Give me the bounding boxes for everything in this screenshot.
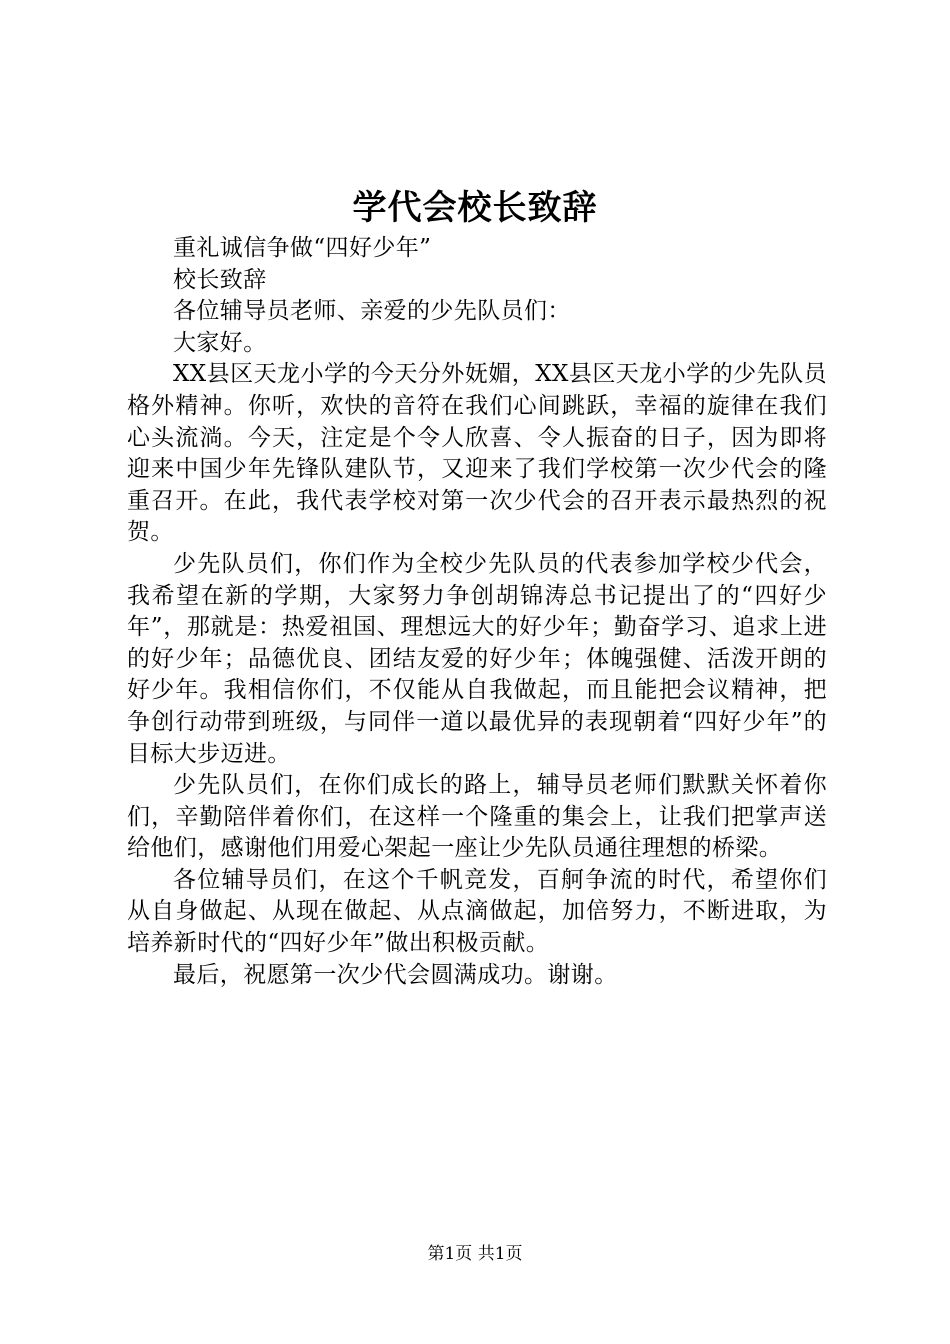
paragraph: 重礼诚信争做“四好少年” xyxy=(173,235,432,261)
paragraph: 各位辅导员老师、亲爱的少先队员们： xyxy=(173,298,571,325)
paragraph: XX县区天龙小学的今天分外妩媚，XX县区天龙小学的少先队员格外精神。你听，欢快的音符在我们心间跳跃，幸福的旋律在我们心头流淌。今天，注定是个令人欣喜、令人振奋的日子，因为即将迎来中国少年先锋队建队节，又迎来了我们学校第一次少代会的隆重召开。在此，我代表学校对第一次少代会的召开表示最热烈的祝贺。 xyxy=(127,361,827,546)
document-body xyxy=(127,233,827,991)
paragraph: 校长致辞 xyxy=(173,266,267,293)
document-title: 学代会校长致辞 xyxy=(352,188,598,228)
paragraph: 大家好。 xyxy=(173,329,267,356)
paragraph: 最后，祝愿第一次少代会圆满成功。谢谢。 xyxy=(173,961,618,988)
paragraph: 少先队员们，你们作为全校少先队员的代表参加学校少代会，我希望在新的学期，大家努力争创胡锦涛总书记提出了的“四好少年”，那就是：热爱祖国、理想远大的好少年；勤奋学习、追求上进的好少年；品德优良、团结友爱的好少年；体魄强健、活泼开朗的好少年。我相信你们，不仅能从自我做起，而且能把会议精神，把争创行动带到班级，与同伴一道以最优异的表现朝着“四好少年”的目标大步迈进。 xyxy=(127,550,827,767)
paragraph: 少先队员们，在你们成长的路上，辅导员老师们默默关怀着你们，辛勤陪伴着你们，在这样一个隆重的集会上，让我们把掌声送给他们，感谢他们用爱心架起一座让少先队员通往理想的桥梁。 xyxy=(127,772,827,862)
page-footer: 第1页 共1页 xyxy=(427,1244,523,1264)
paragraph: 各位辅导员们，在这个千帆竞发，百舸争流的时代，希望你们从自身做起、从现在做起、从点滴做起，加倍努力，不断进取，为培养新时代的“四好少年”做出积极贡献。 xyxy=(127,866,827,957)
